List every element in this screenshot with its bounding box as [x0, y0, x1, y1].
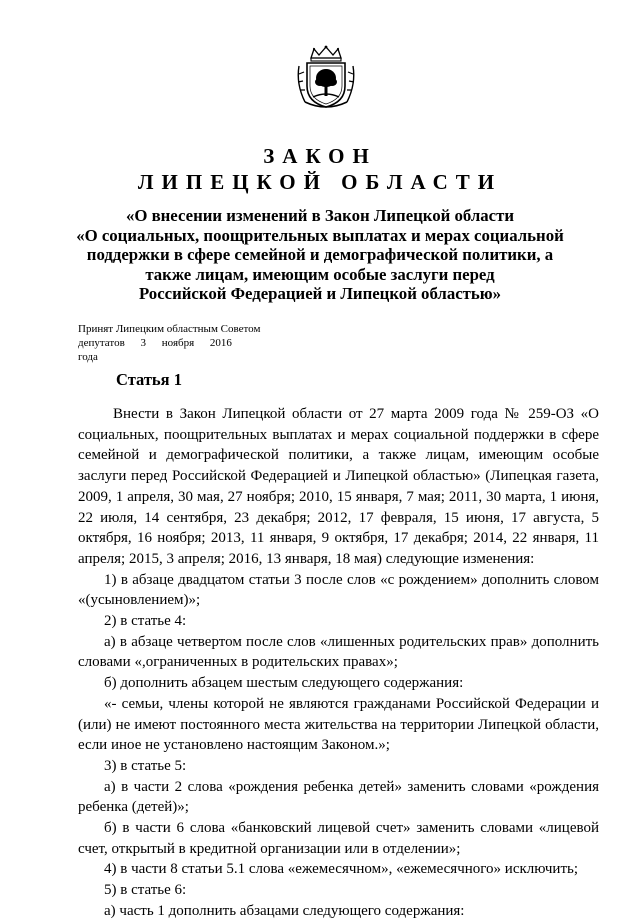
- paragraph: 3) в статье 5:: [104, 757, 187, 774]
- adoption-line-2: [78, 336, 278, 364]
- law-heading: ЗАКОН: [263, 144, 377, 168]
- article-title: Статья 1: [116, 370, 182, 389]
- paragraph: 5) в статье 6:: [104, 882, 187, 899]
- adoption-day: 3: [140, 337, 147, 349]
- paragraph: 4) в части 8 статьи 5.1 слова «ежемесячном», «ежемесячного» исключить;: [104, 861, 579, 878]
- paragraph: б) дополнить абзацем шестым следующего содержания:: [104, 675, 464, 692]
- paragraph: а) часть 1 дополнить абзацами следующего содержания:: [104, 902, 465, 919]
- adoption-year: 2016: [209, 337, 232, 349]
- paragraph: 2) в статье 4:: [104, 613, 187, 630]
- paragraph: а) в абзаце четвертом после слов «лишенных родительских прав» дополнить словами «,ограниченных в родительских правах»;: [78, 633, 599, 671]
- subtitle-line: «О внесении изменений в Закон Липецкой области: [125, 206, 515, 225]
- adoption-word: депутатов: [78, 337, 125, 349]
- subtitle-line: поддержки в сфере семейной и демографической политики, а: [86, 245, 554, 264]
- paragraph: 1) в абзаце двадцатом статьи 3 после слов «с рождением» дополнить словом «(усыновлением)»;: [78, 571, 599, 609]
- adoption-month: ноября: [161, 337, 195, 349]
- adoption-word: года: [78, 351, 98, 363]
- paragraph: Внести в Закон Липецкой области от 27 марта 2009 года № 259-ОЗ «О социальных, поощрительных выплатах и мерах социальной поддержки в сфере семейной и демографической политики, а также лицам, имеющим особые заслуги перед Российской Федерацией и Липецкой областью» (Липецкая газета, 2009, 1 апреля, 30 мая, 27 ноября; 2010, 15 января, 7 мая; 2011, 30 марта, 1 июня, 22 июля, 14 сентября, 23 декабря; 2012, 17 февраля, 15 июня, 17 августа, 5 октября, 16 ноября; 2013, 11 января, 9 октября, 17 декабря; 2014, 22 января, 11 апреля; 2015, 3 апреля; 2016, 13 января, 18 мая) следующие изменения:: [78, 406, 599, 567]
- lipetsk-coat-of-arms-icon: [295, 44, 357, 110]
- adoption-line-1: Принят Липецким областным Советом: [78, 323, 261, 335]
- region-heading: ЛИПЕЦКОЙ ОБЛАСТИ: [137, 170, 503, 194]
- paragraph: а) в части 2 слова «рождения ребенка детей» заменить словами «рождения ребенка (детей)»;: [78, 778, 599, 816]
- paragraph: б) в части 6 слова «банковский лицевой счет» заменить словами «лицевой счет, открытый в кредитной организации или в отделении»;: [78, 820, 599, 857]
- law-subtitle: [0, 206, 640, 304]
- subtitle-line: «О социальных, поощрительных выплатах и мерах социальной: [76, 225, 564, 245]
- subtitle-line: также лицам, имеющим особые заслуги перед: [145, 264, 495, 284]
- adoption-note: [78, 322, 278, 364]
- paragraph: «- семьи, члены которой не являются гражданами Российской Федерации и (или) не имеют постоянного места жительства на территории Липецкой области, если иное не установлено настоящим Законом.»;: [78, 695, 599, 754]
- subtitle-line: Российской Федерацией и Липецкой областью»: [138, 284, 502, 303]
- article-body: [78, 404, 599, 922]
